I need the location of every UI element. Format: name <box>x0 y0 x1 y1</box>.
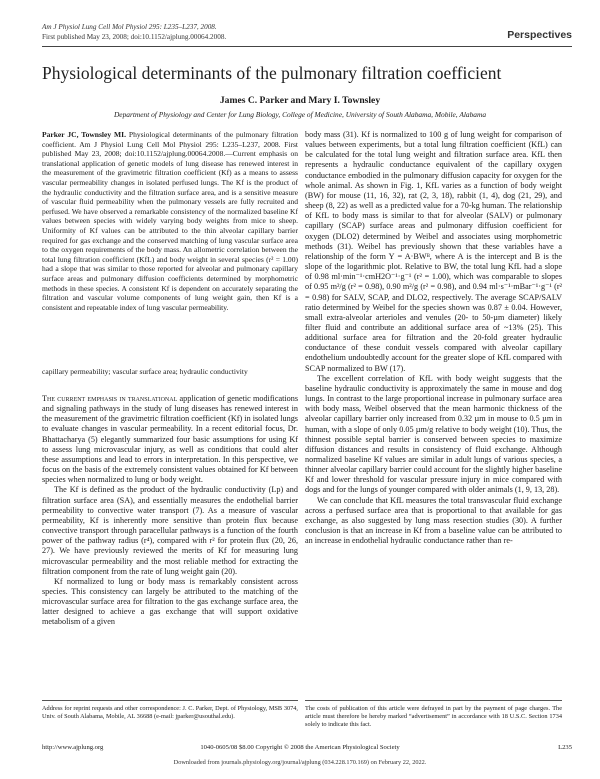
body-paragraph: Kf normalized to lung or body mass is remarkably consistent across species. This consistency can largely be attributed to the matching of the microvascular surface area for filtration to the gas exchange surface area, the latter designed to achieve a gas exchange that will support oxidative metabolism of a given <box>42 576 298 627</box>
body-column-right <box>305 130 562 546</box>
body-paragraph: body mass (31). Kf is normalized to 100 g of lung weight for comparison of values between experiments, but a total lung filtration coefficient (KfL) can be calculated for the total lung weight and filtration surface area. KfL then represents a hydraulic conductance equivalent of the capillary oxygen conductance embodied in the pulmonary diffusion capacity for oxygen for the whole animal. As shown in Fig. 1, KfL varies as a function of body weight (BW) for mouse (11, 16, 32), rat (2, 3, 18), rabbit (1, 4), dog (21, 29), and sheep (8, 22) as well as a predicted value for a 70-kg human. The relationship of KfL to body mass is similar to that for alveolar (SALV) or pulmonary capillary (SCAP) surface areas and pulmonary diffusion coefficient for oxygen (DLO2) determined by Weibel and associates using morphometric methods (31). Weibel has previously shown that these variables have a relationship of the form Y = A·BWᴮ, where A is the intercept and B is the slope of the logarithmic plot. Relative to BW, the total lung KfL had a slope of 0.98 ml·min⁻¹·cmH2O⁻¹·g⁻¹ (r² = 1.00), which was comparable to slopes of 0.95 m²/g (r² = 0.98), 0.90 m²/g (r² = 0.98), and 0.94 ml·s⁻¹·mBar⁻¹·g⁻¹ (r² = 0.98) for SALV, SCAP, and DLO2, respectively. The average SCAP/SALV ratio determined by Weibel for the species shown was 0.87 ± 0.04. However, small extra-alveolar arterioles and venules (20- to 50-µm diameter) likely filter fluid and contribute an additional surface area of ~13% (25). This additional surface area for filtration and the 20-fold greater hydraulic conductance of these conduit vessels compared with alveolar capillary endothelium undoubtedly account for the greater slope of KfL compared with SCAP normalized to BW (17). <box>305 130 562 373</box>
body-paragraph: The current emphasis in translational application of genetic modifications and signaling pathways in the study of lung diseases has renewed interest in the measurement of the gravimetric filtration coefficient (Kf) in isolated lungs to evaluate changes in vascular permeability. In a recent editorial focus, Dr. Bhattacharya (5) elegantly summarized four basic assumptions for using Kf to assess lung microvascular injury, as well as conditions that could alter these assumptions and lead to errors in interpretation. In this perspective, we focus on the basis of the extremely consistent values obtained for Kf between species when normalized to lung or body weight. <box>42 394 299 485</box>
footnote-rule-left <box>42 700 298 701</box>
keywords: capillary permeability; vascular surface area; hydraulic conductivity <box>42 367 248 376</box>
article-authors: James C. Parker and Mary I. Townsley <box>219 95 381 106</box>
header-rule <box>42 46 572 47</box>
abstract-citation-lead: Parker JC, Townsley MI. <box>42 130 126 139</box>
body-paragraph: We can conclude that KfL measures the total transvascular fluid exchange across a perfused surface area that is proportional to that available for gas exchange, as also suggested by lung mass resection studies (30). A further conclusion is that an increase in Kf from a baseline value can be attributed to an increase in endothelial hydraulic conductance rather than re- <box>305 495 562 546</box>
first-published-line: First published May 23, 2008; doi:10.1152/ajplung.00064.2008. <box>42 33 227 41</box>
section-label: Perspectives <box>507 29 572 41</box>
footnote-rule-right <box>305 700 562 701</box>
opening-words: The current emphasis in translational <box>42 394 178 403</box>
abstract-text: Physiological determinants of the pulmonary filtration coefficient. Am J Physiol Lung Cell Mol Physiol 295: L235–L237, 2008. First published May 23, 2008; doi:10.1152/ajplung.00064.2008.—Current emphasis on translational application of genetic models of lung disease has renewed interest in the measurement of the gravimetric filtration coefficient (Kf) as a means to assess vascular permeability changes in isolated perfused lungs. The Kf is the product of the hydraulic conductivity and the filtration surface area, and is a sensitive measure of vascular fluid permeability when the pulmonary vessels are fully recruited and perfused. We have observed a remarkable consistency of the normalized baseline Kf values between species with widely varying body weights from mice to sheep. Uniformity of Kf values can be attributed to the thin alveolar capillary barrier required for gas exchange and the conserved matching of lung vascular surface area to the oxygen requirements of the body mass. An allometric correlation between the total lung filtration coefficient (KfL) and body weight in several species (r² = 1.00) had a slope that was similar to those reported for alveolar and pulmonary capillary surface areas and pulmonary diffusion coefficients determined by morphometric methods in these species. A consistent Kf is dependent on accurately separating the filtration and vascular volume components of lung weight gain, then Kf is a consistent and repeatable index of lung vascular permeability. <box>42 130 298 312</box>
body-paragraph: The excellent correlation of KfL with body weight suggests that the baseline hydraulic conductivity is approximately the same in mouse and dog lungs. In contrast to the large proportional increase in pulmonary surface area with body mass, Weibel observed that the mean harmonic thickness of the alveolar capillary barrier only increased from 0.32 µm in mouse to 0.5 µm in human, with a slope of only 0.05 µm/g relative to body weight (10). Thus, the thinnest possible septal barrier is conserved between species to maximize diffusion distances and results in consistency of fluid exchange. Although normalized baseline Kf values are similar in adult lungs of various species, a thinner alveolar capillary barrier could account for the slightly higher baseline Kf and lower threshold for vascular pressure injury in mice compared with dogs and for the lungs of younger compared with older animals (1, 9, 13, 28). <box>305 373 562 495</box>
page-number: L235 <box>558 744 572 751</box>
page-charges-footnote: The costs of publication of this article were defrayed in part by the payment of page charges. The article must therefore be hereby marked “advertisement” in accordance with 18 U.S.C. Section 1734 solely to indicate this fact. <box>305 705 562 728</box>
author-affiliation: Department of Physiology and Center for Lung Biology, College of Medicine, University of South Alabama, Mobile, Alabama <box>113 110 487 119</box>
article-title: Physiological determinants of the pulmonary filtration coefficient <box>42 63 502 83</box>
body-paragraph: The Kf is defined as the product of the hydraulic conductivity (Lp) and filtration surface area (SA), and essentially measures the endothelial barrier permeability to convective water transport (7). As a measure of vascular permeability, Kf is inherently more sensitive than protein flux because convective transport through paracellular pathways is a function of the fourth power of the pathway radius (r⁴), compared with r² for protein flux (20, 26, 27). We have previously reviewed the merits of Kf for measuring lung microvascular permeability and the most reliable method for extracting the filtration component from the rate of lung weight gain (20). <box>42 485 298 576</box>
copyright-line: 1040-0605/08 $8.00 Copyright © 2008 the American Physiological Society <box>200 744 400 751</box>
journal-header <box>42 22 226 42</box>
correspondence-footnote: Address for reprint requests and other correspondence: J. C. Parker, Dept. of Physiology, MSB 3074, Univ. of South Alabama, Mobile, AL 36688 (e-mail: jparker@usouthal.edu). <box>42 705 298 720</box>
body-column-left <box>42 394 298 628</box>
journal-url[interactable]: http://www.ajplung.org <box>42 744 104 751</box>
journal-citation: Am J Physiol Lung Cell Mol Physiol 295: L235–L237, 2008. <box>42 23 217 31</box>
download-notice: Downloaded from journals.physiology.org/journal/ajplung (034.228.170.169) on February 22, 2022. <box>173 759 427 766</box>
abstract <box>42 130 298 312</box>
